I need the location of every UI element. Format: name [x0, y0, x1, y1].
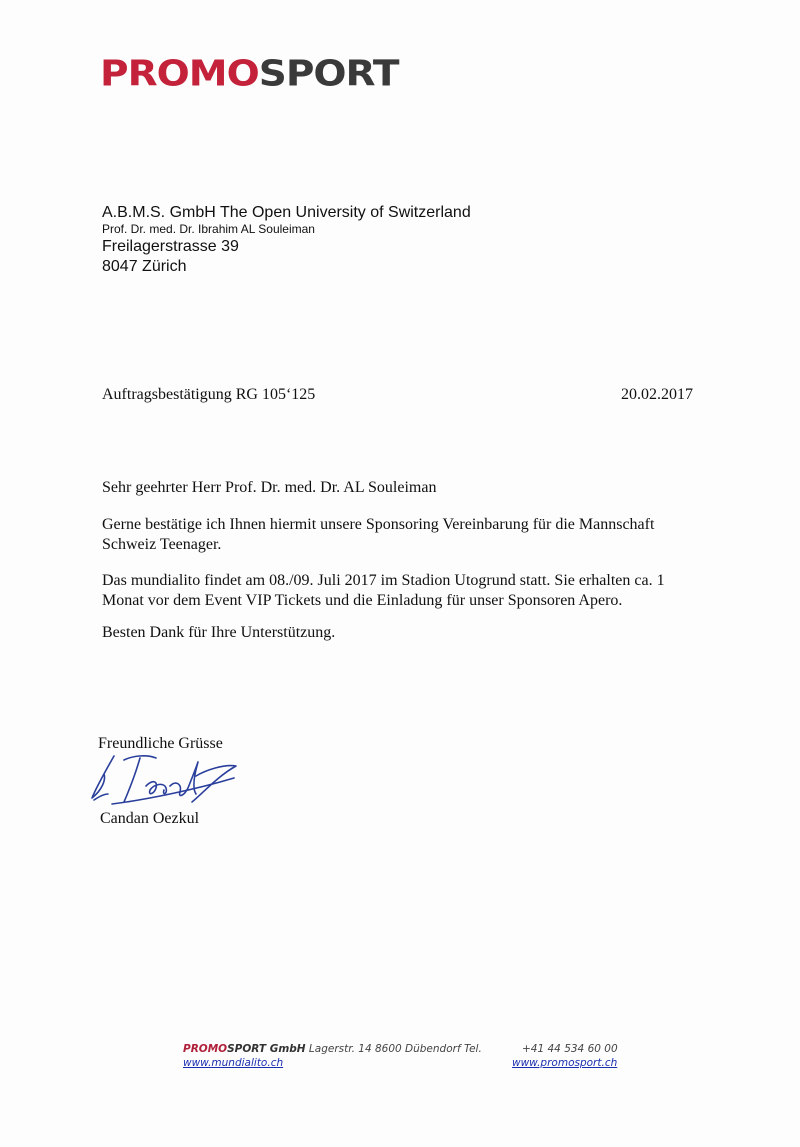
paragraph-event: Das mundialito findet am 08./09. Juli 2017 im Stadion Utogrund statt. Sie erhalten ca. 1 Monat vor dem Event VIP Tickets und die Einladung für unser Sponsoren Apero.: [102, 572, 665, 609]
footer-link-mundialito[interactable]: www.mundialito.ch: [183, 1057, 284, 1069]
logo-part-promo: PROMO: [100, 53, 259, 95]
recipient-city: 8047 Zürich: [102, 258, 187, 275]
footer-brand-red: PROMO: [183, 1043, 228, 1055]
signer-name: Candan Oezkul: [100, 810, 200, 827]
paragraph-sponsoring: Gerne bestätige ich Ihnen hiermit unsere Sponsoring Vereinbarung für die Mannschaft Schweiz Teenager.: [102, 516, 655, 553]
footer-link-promosport[interactable]: www.promosport.ch: [512, 1057, 618, 1069]
letter-date: 20.02.2017: [621, 386, 693, 403]
recipient-company: A.B.M.S. GmbH The Open University of Switzerland: [102, 204, 471, 221]
letter-subject: Auftragsbestätigung RG 105‘125: [102, 386, 316, 403]
footer-address: Lagerstr. 14 8600 Dübendorf Tel.: [308, 1043, 482, 1055]
salutation: Sehr geehrter Herr Prof. Dr. med. Dr. AL Souleiman: [102, 479, 437, 496]
handwritten-signature: [84, 736, 254, 816]
paragraph-thanks: Besten Dank für Ihre Unterstützung.: [102, 624, 336, 641]
closing-greeting: Freundliche Grüsse: [98, 735, 223, 752]
recipient-address: [102, 203, 471, 277]
recipient-person: Prof. Dr. med. Dr. Ibrahim AL Souleiman: [102, 222, 315, 236]
footer-phone: +41 44 534 60 00: [522, 1043, 618, 1055]
logo-part-sport: SPORT: [258, 53, 399, 95]
recipient-street: Freilagerstrasse 39: [102, 238, 239, 255]
footer-brand-gray: SPORT GmbH: [227, 1043, 306, 1055]
footer-brand-line: [183, 1043, 482, 1055]
promosport-logo: [100, 53, 399, 95]
